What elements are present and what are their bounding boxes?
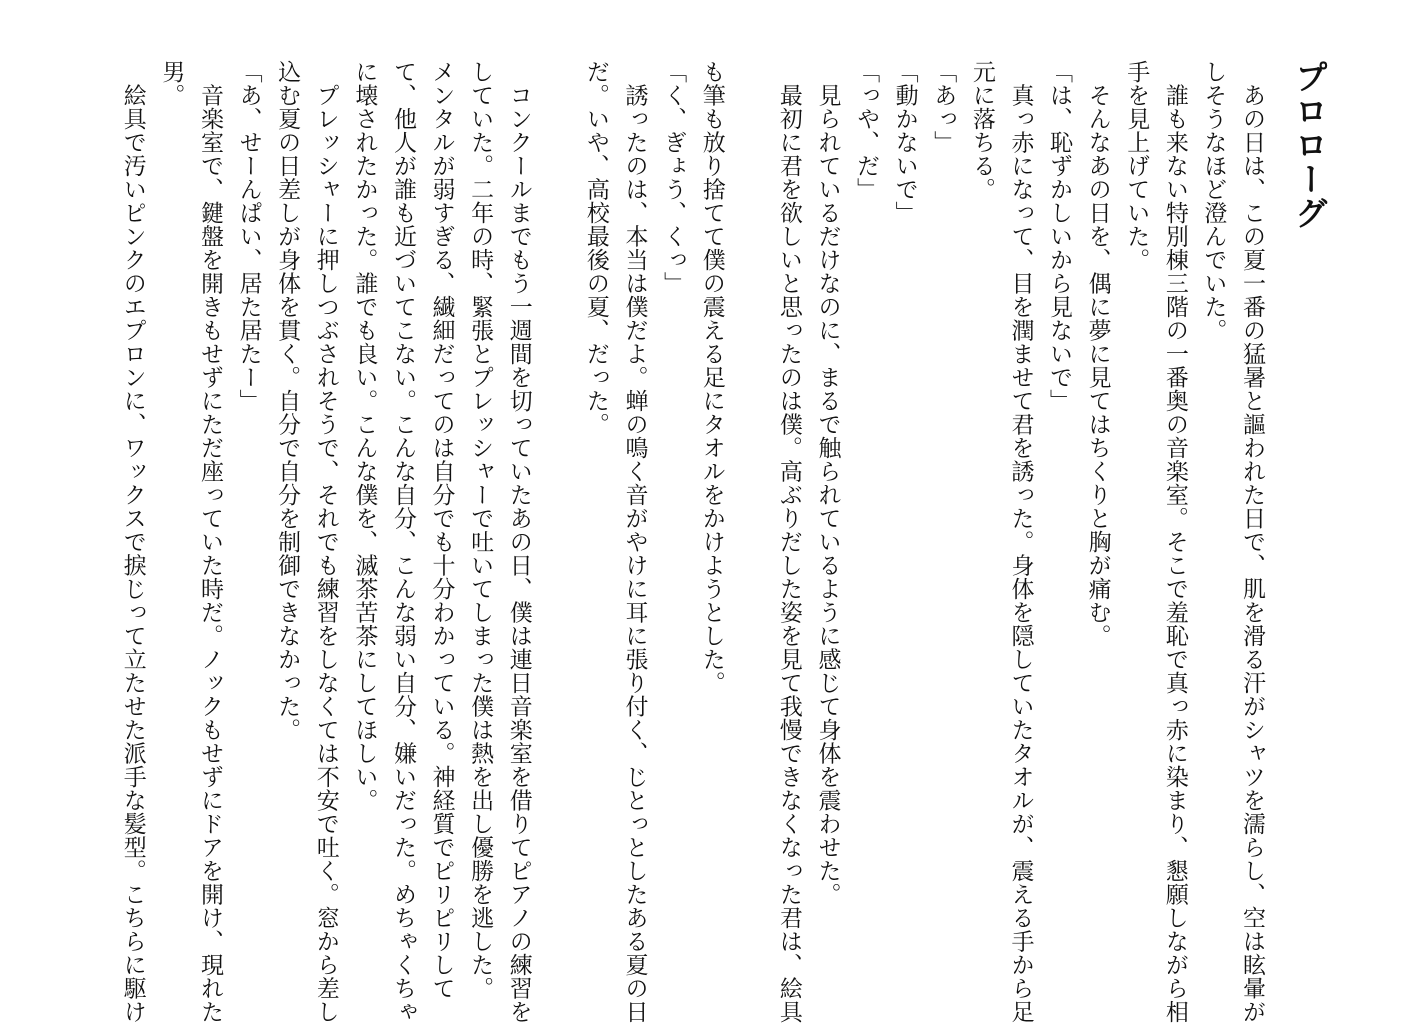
text-line: 「あ、せーんぱい、居た居たー」: [235, 60, 262, 413]
blank-line: [538, 60, 577, 960]
vertical-text-body: [113, 60, 1348, 1024]
text-line: 「動かないで」: [891, 60, 918, 225]
text-line: 絵具で汚いピンクのエプロンに、ワックスで捩じって立たせた派手な髪型。こちらに駆け: [119, 60, 146, 1024]
text-line: 元に落ちる。: [968, 60, 995, 201]
text-line: だ。いや、高校最後の夏、だった。: [582, 60, 609, 436]
text-line: 「く、ぎょう、くっ」: [660, 60, 687, 295]
text-line: 「は、恥ずかしいから見ないで」: [1046, 60, 1073, 413]
text-line: て、他人が誰も近づいてこない。こんな自分、こんな弱い自分、嫌いだった。めちゃくちゃ: [389, 60, 416, 1024]
text-line: 「っや、だ」: [853, 60, 880, 201]
text-line: プレッシャーに押しつぶされそうで、それでも練習をしなくては不安で吐く。窓から差し: [312, 60, 339, 1024]
text-line: 最初に君を欲しいと思ったのは僕。高ぶりだした姿を見て我慢できなくなった君は、絵具: [775, 60, 802, 1024]
text-line: 見られているだけなのに、まるで触られているように感じて身体を震わせた。: [814, 60, 841, 906]
text-line: 音楽室で、鍵盤を開きもせずにただ座っていた時だ。ノックもせずにドアを開け、現れた: [196, 60, 223, 1024]
text-line: そんなあの日を、偶に夢に見てはちくりと胸が痛む。: [1084, 60, 1111, 648]
text-line: も筆も放り捨てて僕の震える足にタオルをかけようとした。: [698, 60, 725, 695]
text-line: 真っ赤になって、目を潤ませて君を誘った。身体を隠していたタオルが、震える手から足: [1007, 60, 1034, 1024]
text-line: 誘ったのは、本当は僕だよ。蝉の鳴く音がやけに耳に張り付く、じとっとしたある夏の日: [621, 60, 648, 1024]
text-line: に壊されたかった。誰でも良い。こんな僕を、滅茶苦茶にしてほしい。: [351, 60, 378, 812]
text-line: 込む夏の日差しが身体を貫く。自分で自分を制御できなかった。: [274, 60, 301, 742]
text-line: あの日は、この夏一番の猛暑と謳われた日で、肌を滑る汗がシャツを濡らし、空は眩暈が: [1239, 60, 1265, 1024]
text-line: コンクールまでもう一週間を切っていたあの日、僕は連日音楽室を借りてピアノの練習を: [505, 60, 532, 1024]
text-line: メンタルが弱すぎる、繊細だってのは自分でも十分わかっている。神経質でピリピリして: [428, 60, 455, 1000]
chapter-title: プロローグ: [1290, 60, 1329, 230]
blank-line: [731, 60, 770, 960]
text-line: しそうなほど澄んでいた。: [1200, 60, 1227, 342]
text-line: 男。: [158, 60, 185, 107]
text-line: 誰も来ない特別棟三階の一番奥の音楽室。そこで羞恥で真っ赤に染まり、懇願しながら相: [1161, 60, 1188, 1024]
text-line: 手を見上げていた。: [1123, 60, 1150, 272]
text-line: 「あっ」: [930, 60, 957, 154]
text-line: していた。二年の時、緊張とプレッシャーで吐いてしまった僕は熱を出し優勝を逃した。: [467, 60, 494, 1000]
